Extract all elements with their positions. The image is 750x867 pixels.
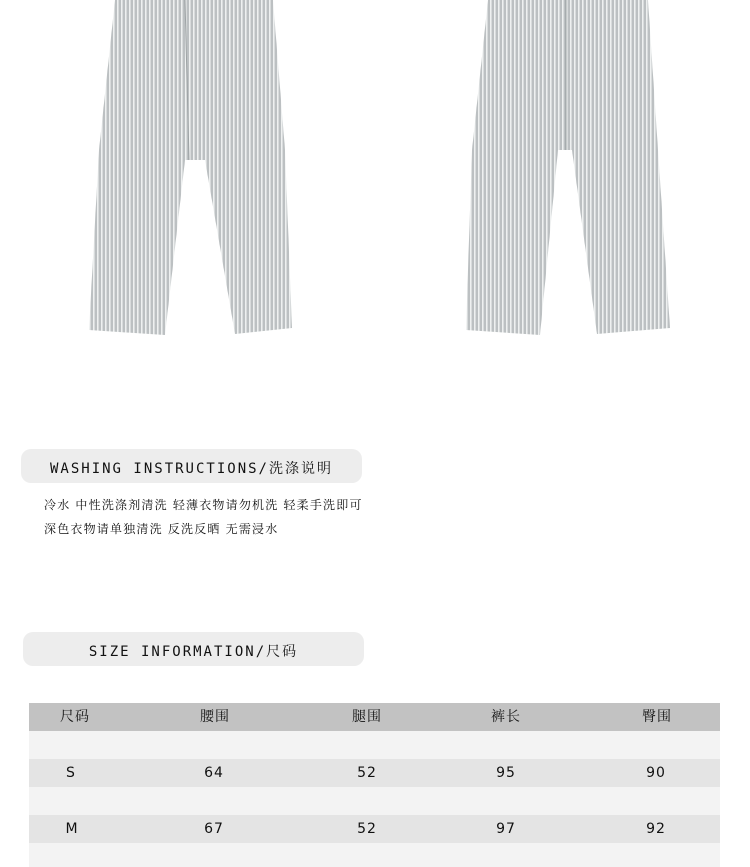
size-title: SIZE INFORMATION/尺码	[88, 644, 299, 660]
cell-leg: 52	[357, 765, 377, 781]
spacer-row	[29, 787, 720, 815]
header-waist: 腰围	[200, 709, 230, 725]
table-row	[29, 759, 720, 787]
header-hip: 臀围	[642, 709, 672, 725]
washing-title: WASHING INSTRUCTIONS/洗涤说明	[49, 461, 333, 477]
cell-hip: 92	[646, 821, 666, 837]
cell-size: M	[65, 821, 79, 837]
cell-hip: 90	[646, 765, 666, 781]
pants-image-front	[85, 0, 297, 340]
cell-length: 95	[496, 765, 516, 781]
cell-length: 97	[496, 821, 516, 837]
washing-title-banner	[21, 449, 362, 483]
cell-size: S	[66, 765, 76, 781]
header-length: 裤长	[491, 709, 521, 725]
washing-line-2: 深色衣物请单独清洗 反洗反晒 无需浸水	[44, 522, 279, 536]
size-table-header	[29, 703, 720, 731]
size-title-banner	[23, 632, 364, 666]
spacer-row	[29, 843, 720, 867]
table-row	[29, 815, 720, 843]
cell-waist: 67	[204, 821, 224, 837]
header-size: 尺码	[60, 709, 90, 725]
pants-image-back	[462, 0, 674, 340]
cell-waist: 64	[204, 765, 224, 781]
spacer-row	[29, 731, 720, 759]
washing-line-1: 冷水 中性洗涤剂清洗 轻薄衣物请勿机洗 轻柔手洗即可	[44, 498, 363, 512]
header-leg: 腿围	[352, 709, 382, 725]
cell-leg: 52	[357, 821, 377, 837]
